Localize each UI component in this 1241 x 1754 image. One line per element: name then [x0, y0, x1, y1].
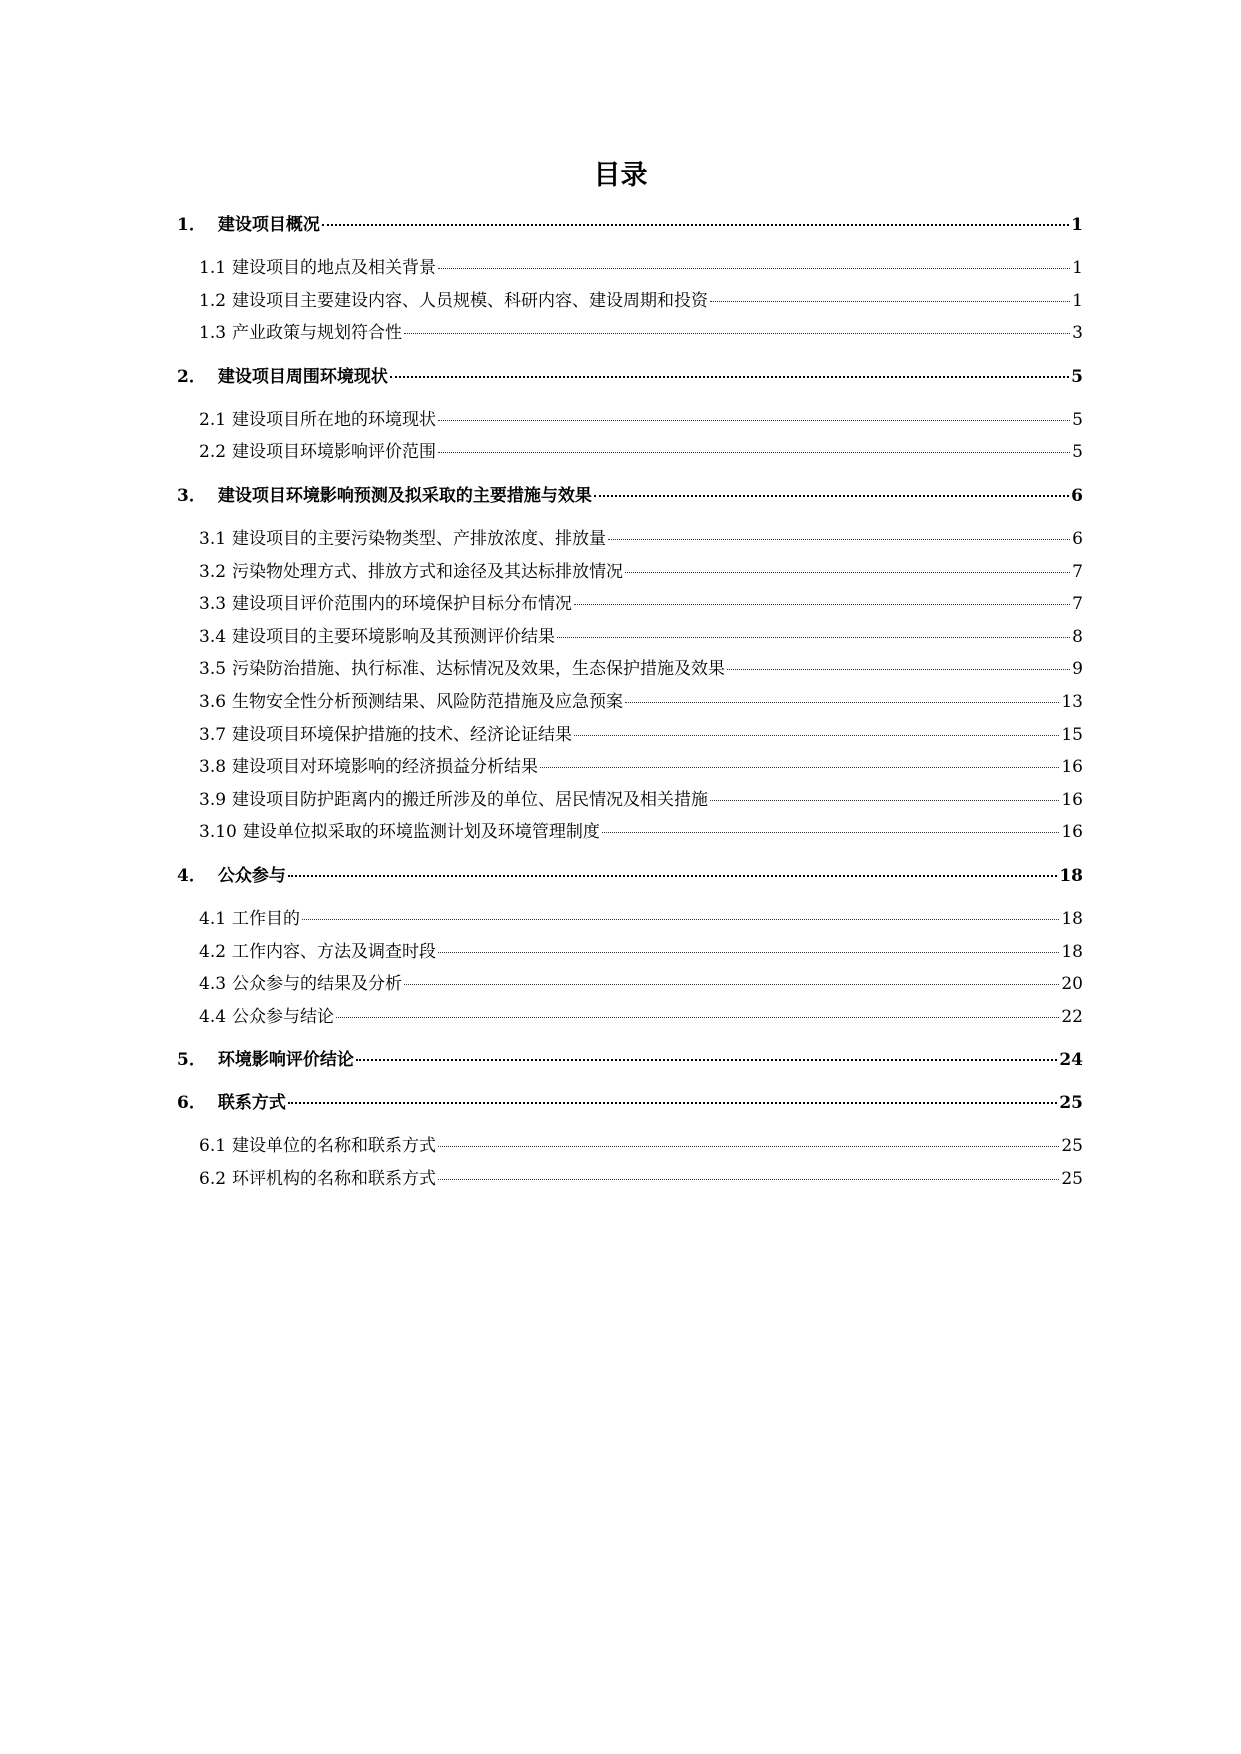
toc-subsection-entry[interactable]: [177, 621, 1083, 654]
toc-entry-number: 3.7: [199, 724, 227, 745]
toc-dot-leader: [557, 637, 1070, 638]
toc-page-number: 25: [1059, 1093, 1083, 1114]
toc-entry-number: 4．: [177, 865, 206, 886]
toc-page-number: 22: [1061, 1006, 1083, 1027]
toc-entry-label: 环评机构的名称和联系方式: [232, 1168, 437, 1189]
toc-subsection-entry[interactable]: [177, 317, 1083, 350]
toc-page-number: 5: [1072, 442, 1083, 463]
toc-entry-label: 建设项目的主要污染物类型、产排放浓度、排放量: [232, 528, 607, 549]
toc-entry-number: 5．: [177, 1050, 206, 1071]
toc-entry-label: 建设项目概况: [217, 215, 320, 235]
toc-entry-label: 建设项目的地点及相关背景: [232, 258, 437, 278]
toc-page-number: 9: [1072, 659, 1083, 680]
toc-subsection-entry[interactable]: [177, 784, 1083, 817]
toc-entry-label: 污染防治措施、执行标准、达标情况及效果，生态保护措施及效果: [232, 659, 726, 680]
toc-entry-number: 3.9: [199, 789, 227, 810]
toc-subsection-entry[interactable]: [177, 816, 1083, 849]
toc-entry-label: 联系方式: [217, 1093, 286, 1114]
toc-dot-leader: [608, 539, 1070, 540]
toc-entry-number: 3.6: [199, 691, 227, 712]
toc-entry-label: 建设项目对环境影响的经济损益分析结果: [232, 757, 539, 778]
toc-entry-number: 1.1: [199, 258, 227, 278]
toc-entry-label: 公众参与: [217, 865, 286, 886]
toc-page-number: 5: [1072, 409, 1083, 430]
toc-dot-leader: [594, 495, 1069, 497]
toc-entry-number: 2.1: [199, 409, 227, 430]
toc-entry-label: 生物安全性分析预测结果、风险防范措施及应急预案: [232, 691, 624, 712]
table-of-contents: [177, 209, 1083, 1195]
toc-subsection-entry[interactable]: [177, 1163, 1083, 1196]
toc-entry-number: 4.2: [199, 941, 227, 962]
toc-dot-leader: [625, 702, 1059, 703]
toc-entry-number: 4.4: [199, 1006, 227, 1027]
toc-dot-leader: [438, 268, 1070, 269]
toc-entry-label: 建设项目评价范围内的环境保护目标分布情况: [232, 594, 573, 615]
toc-dot-leader: [710, 301, 1070, 302]
toc-page-number: 7: [1072, 561, 1083, 582]
toc-page-number: 20: [1061, 974, 1083, 995]
toc-page-number: 1: [1072, 258, 1083, 278]
toc-subsection-entry[interactable]: [177, 936, 1083, 969]
toc-entry-number: 1．: [177, 215, 206, 235]
toc-dot-leader: [302, 919, 1059, 920]
toc-page-number: 3: [1072, 323, 1083, 344]
toc-entry-number: 3.3: [199, 594, 227, 615]
toc-dot-leader: [438, 1179, 1059, 1180]
toc-entry-label: 污染物处理方式、排放方式和途径及其达标排放情况: [232, 561, 624, 582]
toc-subsection-entry[interactable]: [177, 903, 1083, 936]
toc-page-number: 1: [1071, 215, 1083, 235]
toc-entry-number: 3.5: [199, 659, 227, 680]
toc-subsection-entry[interactable]: [177, 404, 1083, 437]
toc-entry-label: 产业政策与规划符合性: [232, 323, 403, 344]
toc-dot-leader: [438, 452, 1070, 453]
toc-dot-leader: [322, 224, 1069, 226]
page-title: 目录: [593, 160, 648, 191]
toc-dot-leader: [404, 984, 1059, 985]
toc-entry-number: 4.1: [199, 908, 227, 929]
toc-subsection-entry[interactable]: [177, 719, 1083, 752]
toc-page-number: 18: [1061, 908, 1083, 929]
toc-dot-leader: [438, 420, 1070, 421]
toc-page-number: 16: [1061, 822, 1083, 843]
toc-page-number: 15: [1061, 724, 1083, 745]
toc-entry-label: 工作目的: [232, 908, 301, 929]
toc-subsection-entry[interactable]: [177, 968, 1083, 1001]
toc-section-entry[interactable]: [177, 209, 1083, 241]
toc-subsection-entry[interactable]: [177, 436, 1083, 469]
toc-entry-number: 3.1: [199, 528, 227, 549]
toc-entry-label: 公众参与的结果及分析: [232, 974, 403, 995]
toc-page-number: 16: [1061, 789, 1083, 810]
toc-dot-leader: [404, 333, 1070, 334]
toc-section-entry[interactable]: [177, 361, 1083, 393]
toc-section-entry[interactable]: [177, 1087, 1083, 1119]
toc-entry-number: 6.1: [199, 1136, 227, 1157]
toc-subsection-entry[interactable]: [177, 1130, 1083, 1163]
toc-subsection-entry[interactable]: [177, 686, 1083, 719]
toc-dot-leader: [574, 604, 1070, 605]
toc-page-number: 16: [1061, 757, 1083, 778]
toc-entry-label: 环境影响评价结论: [217, 1050, 354, 1071]
toc-entry-label: 建设项目所在地的环境现状: [232, 409, 437, 430]
toc-page-number: 18: [1059, 865, 1083, 886]
toc-subsection-entry[interactable]: [177, 523, 1083, 556]
toc-dot-leader: [288, 875, 1057, 877]
toc-subsection-entry[interactable]: [177, 653, 1083, 686]
toc-subsection-entry[interactable]: [177, 556, 1083, 589]
toc-entry-number: 2．: [177, 366, 206, 387]
toc-subsection-entry[interactable]: [177, 588, 1083, 621]
toc-entry-label: 建设单位的名称和联系方式: [232, 1136, 437, 1157]
toc-entry-number: 2.2: [199, 442, 227, 463]
toc-dot-leader: [625, 572, 1070, 573]
toc-dot-leader: [336, 1017, 1059, 1018]
toc-entry-label: 工作内容、方法及调查时段: [232, 941, 437, 962]
toc-dot-leader: [710, 800, 1059, 801]
toc-dot-leader: [356, 1059, 1057, 1061]
toc-page-number: 25: [1061, 1136, 1083, 1157]
toc-entry-number: 1.3: [199, 323, 227, 344]
toc-page-number: 24: [1059, 1050, 1083, 1071]
toc-entry-label: 建设项目环境影响预测及拟采取的主要措施与效果: [217, 485, 592, 506]
toc-entry-label: 公众参与结论: [232, 1006, 335, 1027]
toc-subsection-entry[interactable]: [177, 751, 1083, 784]
toc-entry-number: 3.4: [199, 626, 227, 647]
toc-entry-label: 建设项目的主要环境影响及其预测评价结果: [232, 626, 556, 647]
toc-page-number: 5: [1071, 366, 1083, 387]
toc-entry-number: 6.2: [199, 1168, 227, 1189]
toc-entry-label: 建设项目防护距离内的搬迁所涉及的单位、居民情况及相关措施: [232, 789, 709, 810]
toc-dot-leader: [602, 832, 1060, 833]
toc-entry-number: 3.8: [199, 757, 227, 778]
toc-entry-label: 建设项目周围环境现状: [217, 366, 388, 387]
toc-page-number: 13: [1061, 691, 1083, 712]
toc-subsection-entry[interactable]: [177, 285, 1083, 318]
toc-page-number: 8: [1072, 626, 1083, 647]
toc-entry-label: 建设项目主要建设内容、人员规模、科研内容、建设周期和投资: [232, 290, 709, 311]
toc-entry-number: 6．: [177, 1093, 206, 1114]
toc-dot-leader: [727, 669, 1070, 670]
toc-page-number: 7: [1072, 594, 1083, 615]
toc-dot-leader: [540, 767, 1059, 768]
toc-dot-leader: [438, 952, 1059, 953]
toc-section-entry[interactable]: [177, 1044, 1083, 1076]
toc-page-number: 6: [1071, 485, 1083, 506]
toc-entry-number: 3.10: [199, 822, 237, 843]
toc-entry-number: 4.3: [199, 974, 227, 995]
toc-subsection-entry[interactable]: [177, 1001, 1083, 1034]
toc-page-number: 1: [1072, 290, 1083, 311]
toc-subsection-entry[interactable]: [177, 252, 1083, 285]
toc-page-number: 25: [1061, 1168, 1083, 1189]
toc-entry-label: 建设项目环境影响评价范围: [232, 442, 437, 463]
toc-entry-label: 建设项目环境保护措施的技术、经济论证结果: [232, 724, 573, 745]
toc-dot-leader: [288, 1102, 1057, 1104]
toc-dot-leader: [438, 1146, 1059, 1147]
toc-page-number: 6: [1072, 528, 1083, 549]
toc-dot-leader: [574, 735, 1059, 736]
toc-entry-number: 3.2: [199, 561, 227, 582]
toc-entry-number: 1.2: [199, 290, 227, 311]
toc-section-entry[interactable]: [177, 480, 1083, 512]
toc-section-entry[interactable]: [177, 860, 1083, 892]
toc-page-number: 18: [1061, 941, 1083, 962]
toc-entry-number: 3．: [177, 485, 206, 506]
toc-dot-leader: [390, 376, 1069, 378]
toc-entry-label: 建设单位拟采取的环境监测计划及环境管理制度: [242, 822, 600, 843]
